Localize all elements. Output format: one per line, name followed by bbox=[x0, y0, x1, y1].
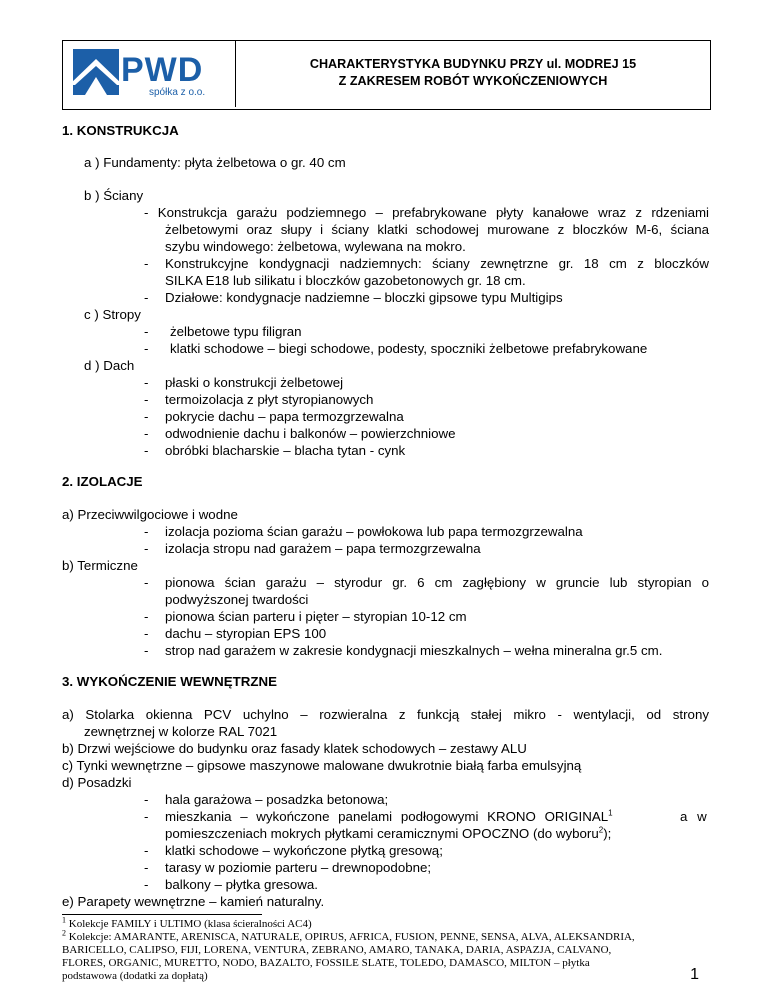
list-dash: - bbox=[144, 541, 149, 556]
logo-text: PWD bbox=[121, 51, 204, 89]
list-dash: - bbox=[144, 426, 149, 441]
sciany-text-line: Konstrukcyjne kondygnacji nadziemnych: ściany zewnętrzne gr. 18 cm z bloczków bbox=[165, 256, 709, 271]
item-dach: d ) Dach bbox=[84, 358, 135, 373]
list-dash: - bbox=[144, 609, 149, 624]
sciany-text-line: żelbetowymi oraz słupy i ściany klatki schodowej murowane z bloczków M-6, ściana bbox=[165, 222, 709, 237]
posadzki-item: tarasy w poziomie parteru – drewnopodobne; bbox=[165, 860, 432, 875]
izolacje-item: strop nad garażem w zakresie kondygnacji mieszkalnych – wełna mineralna gr.5 cm. bbox=[165, 643, 663, 658]
list-dash: - bbox=[144, 643, 149, 658]
wykonczenie-item: b) Drzwi wejściowe do budynku oraz fasady klatek schodowych – zestawy ALU bbox=[62, 741, 527, 756]
izolacje-item: dachu – styropian EPS 100 bbox=[165, 626, 327, 641]
wykonczenie-item: zewnętrznej w kolorze RAL 7021 bbox=[84, 724, 278, 739]
footnote-ref-1: 1 bbox=[608, 808, 613, 818]
document-header bbox=[62, 40, 711, 110]
posadzki-item: hala garażowa – posadzka betonowa; bbox=[165, 792, 389, 807]
sciany-text-line: SILKA E18 lub silikatu i bloczków gazobetonowych gr. 18 cm. bbox=[165, 273, 526, 288]
list-dash: - bbox=[144, 256, 149, 271]
section-heading-konstrukcja: 1. KONSTRUKCJA bbox=[62, 123, 179, 138]
posadzki-item: balkony – płytka gresowa. bbox=[165, 877, 318, 892]
section-heading-wykonczenie: 3. WYKOŃCZENIE WEWNĘTRZNE bbox=[62, 674, 277, 689]
footnote-ref-2: 2 bbox=[598, 825, 604, 835]
document-title bbox=[236, 41, 710, 107]
footnote-2-line: FLORES, ORGANIC, MURETTO, NODO, BAZALTO, FOSSILE SLATE, TOLEDO, DAMASCO, MILTON – płytka bbox=[62, 957, 590, 969]
item-przeciwwilgociowe: a) Przeciwwilgociowe i wodne bbox=[62, 507, 238, 522]
list-dash: - bbox=[144, 375, 149, 390]
page-number: 1 bbox=[690, 966, 699, 983]
company-logo bbox=[63, 41, 236, 107]
footnote-2-line: BARICELLO, CALIPSO, FIJI, LORENA, VENTURA, ZEBRANO, AMARO, TANAKA, DARIA, ASPAZJA, CALVANO, bbox=[62, 944, 612, 956]
posadzki-item bbox=[165, 825, 611, 842]
posadzki-text: pomieszczeniach mokrych płytkami ceramicznymi OPOCZNO (do wyboru bbox=[165, 826, 599, 841]
item-fundamenty: a ) Fundamenty: płyta żelbetowa o gr. 40 cm bbox=[84, 155, 346, 170]
dach-item: obróbki blacharskie – blacha tytan - cynk bbox=[165, 443, 406, 458]
posadzki-item: klatki schodowe – wykończone płytką gresową; bbox=[165, 843, 443, 858]
wykonczenie-item: e) Parapety wewnętrzne – kamień naturalny. bbox=[62, 894, 325, 909]
title-line-1: CHARAKTERYSTYKA BUDYNKU PRZY ul. MODREJ 15 bbox=[309, 57, 637, 71]
list-dash: - bbox=[144, 626, 149, 641]
list-dash: - bbox=[144, 809, 149, 824]
wykonczenie-item: c) Tynki wewnętrzne – gipsowe maszynowe malowane dwukrotnie białą farba emulsyjną bbox=[62, 758, 582, 773]
stropy-item: klatki schodowe – biegi schodowe, podesty, spoczniki żelbetowe prefabrykowane bbox=[170, 341, 648, 356]
posadzki-text-end: a w bbox=[680, 809, 707, 824]
item-termiczne: b) Termiczne bbox=[62, 558, 138, 573]
dach-item: termoizolacja z płyt styropianowych bbox=[165, 392, 374, 407]
izolacje-item: izolacja stropu nad garażem – papa termozgrzewalna bbox=[165, 541, 481, 556]
posadzki-text: ); bbox=[603, 826, 612, 841]
posadzki-item bbox=[165, 808, 613, 825]
footnote-2-line: podstawowa (dodatki za dopłatą) bbox=[62, 970, 208, 982]
list-dash: - bbox=[144, 341, 149, 356]
title-line-2: Z ZAKRESEM ROBÓT WYKOŃCZENIOWYCH bbox=[338, 74, 608, 88]
item-posadzki: d) Posadzki bbox=[62, 775, 132, 790]
footnote-mark: 1 bbox=[62, 915, 66, 925]
list-dash: - bbox=[144, 792, 149, 807]
list-dash: - bbox=[144, 324, 149, 339]
izolacje-item: podwyższonej twardości bbox=[165, 592, 309, 607]
footnote-mark: 2 bbox=[62, 928, 66, 938]
sciany-text-line: Działowe: kondygnacje nadziemne – bloczki gipsowe typu Multigips bbox=[165, 290, 563, 305]
footnote-text: Kolekcje FAMILY i ULTIMO (klasa ścieralności AC4) bbox=[68, 918, 312, 930]
item-stropy: c ) Stropy bbox=[84, 307, 141, 322]
sciany-text-line: szybu windowego: żelbetowa, wylewana na mokro. bbox=[165, 239, 466, 254]
dach-item: płaski o konstrukcji żelbetowej bbox=[165, 375, 344, 390]
list-dash: - bbox=[144, 843, 149, 858]
izolacje-item: pionowa ścian garażu – styrodur gr. 6 cm zagłębiony w gruncie lub styropian o bbox=[165, 575, 709, 590]
list-dash: - bbox=[144, 877, 149, 892]
wykonczenie-item: a) Stolarka okienna PCV uchylno – rozwieralna z funkcją stałej mikro - wentylacji, od strony bbox=[62, 707, 709, 722]
list-dash: - bbox=[144, 392, 149, 407]
posadzki-text: mieszkania – wykończone panelami podłogowymi KRONO ORIGINAL bbox=[165, 809, 609, 824]
izolacje-item: izolacja pozioma ścian garażu – powłokowa lub papa termozgrzewalna bbox=[165, 524, 583, 539]
list-dash: - bbox=[144, 524, 149, 539]
list-dash: - bbox=[144, 443, 149, 458]
list-dash: - bbox=[144, 290, 149, 305]
list-dash: - bbox=[144, 409, 149, 424]
footnote-2 bbox=[62, 928, 635, 945]
stropy-item: żelbetowe typu filigran bbox=[170, 324, 302, 339]
dach-item: odwodnienie dachu i balkonów – powierzchniowe bbox=[165, 426, 456, 441]
izolacje-item: pionowa ścian parteru i pięter – styropian 10-12 cm bbox=[165, 609, 467, 624]
logo-subtitle: spółka z o.o. bbox=[149, 87, 206, 98]
item-sciany: b ) Ściany bbox=[84, 188, 144, 203]
section-heading-izolacje: 2. IZOLACJE bbox=[62, 474, 143, 489]
dach-item: pokrycie dachu – papa termozgrzewalna bbox=[165, 409, 404, 424]
footnote-1 bbox=[62, 915, 312, 932]
footnote-text: Kolekcje: AMARANTE, ARENISCA, NATURALE, OPIRUS, AFRICA, FUSION, PENNE, SENSA, ALVA, ALEKSANDRIA, bbox=[68, 931, 635, 943]
list-dash: - bbox=[144, 860, 149, 875]
footnote-separator bbox=[62, 914, 262, 915]
list-dash: - bbox=[144, 575, 149, 590]
sciany-text-line: - Konstrukcja garażu podziemnego – prefabrykowane płyty kanałowe wraz z rdzeniami bbox=[144, 205, 709, 220]
